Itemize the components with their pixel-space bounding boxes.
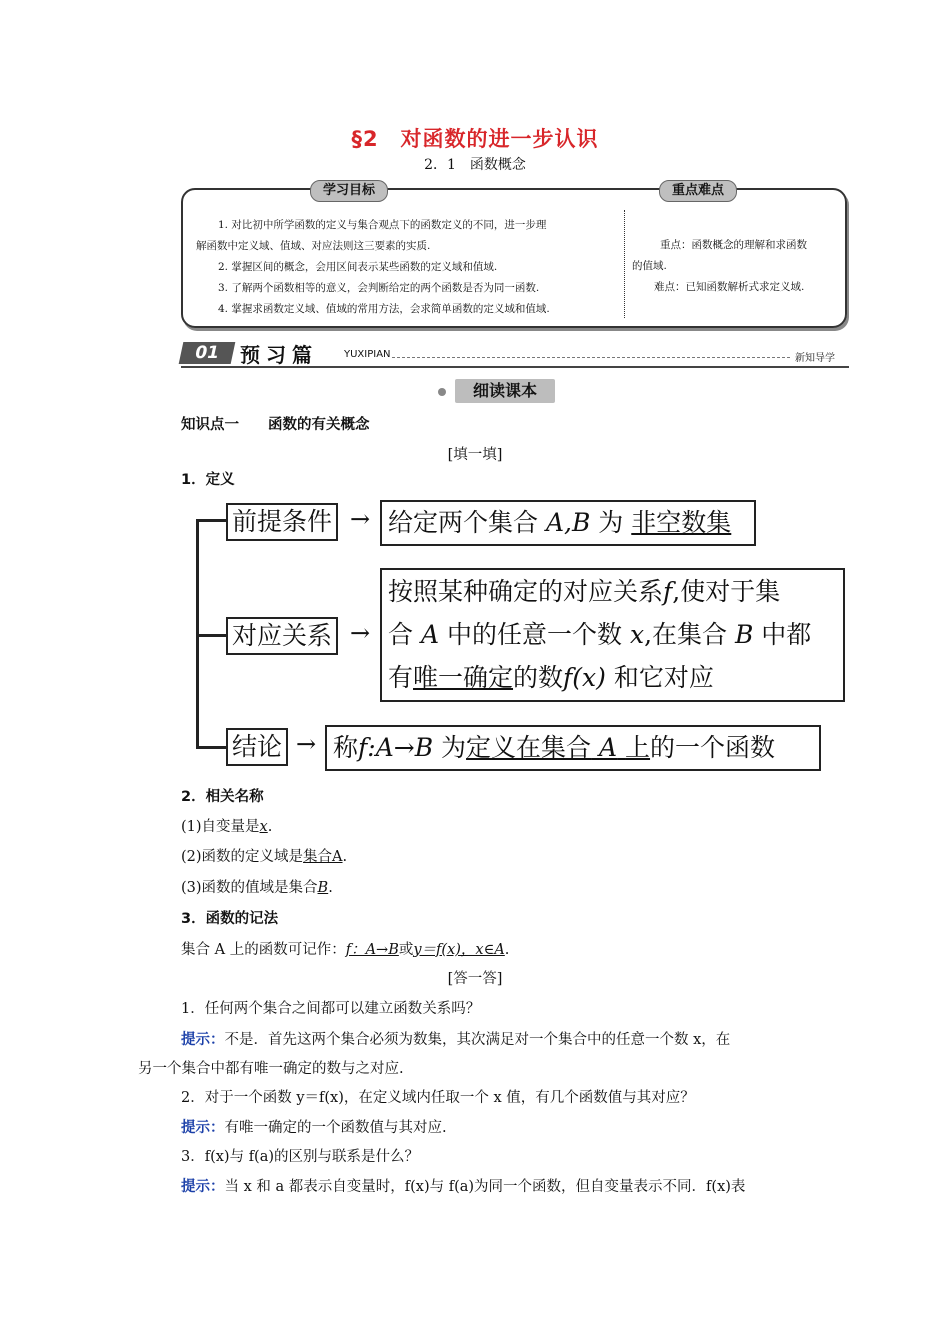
arrow-icon: → xyxy=(350,505,371,533)
names-title: 2．相关名称 xyxy=(181,789,264,805)
answer-1: 提示：不是．首先这两个集合必须为数集，其次满足对一个集合中的任意一个数 x，在 xyxy=(181,1032,731,1048)
arrow-icon: → xyxy=(350,619,371,647)
name-item-1: (1)自变量是x. xyxy=(181,819,273,835)
goal-item: 2. 掌握区间的概念，会用区间表示某些函数的定义域和值域. xyxy=(218,261,498,273)
relation-blank: 唯一确定 xyxy=(413,663,514,692)
goal-item: 解函数中定义域、值域、对应法则这三要素的实质. xyxy=(196,240,431,252)
section-pinyin: YUXIPIAN xyxy=(344,349,391,360)
goal-item: 1. 对比初中所学函数的定义与集合观点下的函数定义的不同，进一步理 xyxy=(218,219,547,231)
relation-A: A xyxy=(420,620,440,649)
relation-x: x xyxy=(629,620,645,649)
conclusion-blank: 定义在集合 A 上 xyxy=(466,733,651,762)
key-item: 重点：函数概念的理解和求函数 xyxy=(660,239,807,251)
page-title: §2 对函数的进一步认识 xyxy=(351,127,599,151)
relation-label: 对应关系 xyxy=(226,617,338,655)
relation-line3c: 和它对应 xyxy=(613,663,714,692)
relation-line2d: 中都 xyxy=(761,620,812,649)
relation-line1: 按照某种确定的对应关系 xyxy=(388,577,664,606)
conclusion-mid: 为 xyxy=(441,733,467,762)
premise-sets: A,B xyxy=(545,508,591,537)
premise-blank: 非空数集 xyxy=(631,508,732,537)
definition-title: 1．定义 xyxy=(181,472,235,488)
relation-fx: f(x) xyxy=(563,663,606,692)
goal-item: 4. 掌握求函数定义域、值域的常用方法，会求简单函数的定义域和值域. xyxy=(218,303,550,315)
goals-list xyxy=(196,215,616,320)
section-title: 预习篇 xyxy=(240,343,318,367)
notation-text: 集合 A 上的函数可记作：f：A→B或y＝f(x)，x∈A. xyxy=(181,942,510,958)
diagram-branch xyxy=(196,519,226,522)
diagram-branch xyxy=(196,634,226,637)
conclusion-label: 结论 xyxy=(226,728,288,766)
conclusion-pre: 称 xyxy=(333,733,359,762)
premise-label: 前提条件 xyxy=(226,503,338,541)
question-2: 2．对于一个函数 y＝f(x)，在定义域内任取一个 x 值，有几个函数值与其对应？ xyxy=(181,1090,695,1106)
arrow-icon: → xyxy=(296,730,317,758)
section-underline xyxy=(181,366,849,368)
name-item-3: (3)函数的值域是集合B. xyxy=(181,880,333,896)
relation-line1b: ,使对于集 xyxy=(672,577,781,606)
relation-line3a: 有 xyxy=(388,663,414,692)
knowledge-point-title: 知识点一 函数的有关概念 xyxy=(181,417,370,433)
key-item: 难点：已知函数解析式求定义域. xyxy=(654,281,805,293)
premise-box xyxy=(380,500,756,546)
section-dashed-line xyxy=(392,357,790,358)
goals-tag: 学习目标 xyxy=(310,180,388,202)
question-1: 1．任何两个集合之间都可以建立函数关系吗？ xyxy=(181,1001,481,1017)
conclusion-post: 的一个函数 xyxy=(650,733,776,762)
relation-line2c: ,在集合 xyxy=(644,620,728,649)
diagram-branch xyxy=(196,746,226,749)
answer-1-cont: 另一个集合中都有唯一确定的数与之对应. xyxy=(138,1061,404,1077)
answer-3: 提示：当 x 和 a 都表示自变量时，f(x)与 f(a)为同一个函数，但自变量表示不同．f(x)表 xyxy=(181,1179,746,1195)
answer-2: 提示：有唯一确定的一个函数值与其对应. xyxy=(181,1120,447,1136)
relation-line2b: 中的任意一个数 xyxy=(446,620,622,649)
goals-divider xyxy=(624,210,625,318)
relation-line3b: 的数 xyxy=(513,663,564,692)
read-banner: 细读课本 xyxy=(455,379,555,403)
section-number: 01 xyxy=(179,342,236,364)
notation-title: 3．函数的记法 xyxy=(181,911,279,927)
banner-dot-icon xyxy=(438,388,446,396)
conclusion-map: f:A→B xyxy=(358,733,434,762)
page-subtitle: 2．1 函数概念 xyxy=(424,157,526,173)
key-item: 的值域. xyxy=(632,260,667,272)
name-item-2: (2)函数的定义域是集合A. xyxy=(181,849,348,865)
key-points-list xyxy=(632,235,837,298)
key-points-tag: 重点难点 xyxy=(659,180,737,202)
relation-f: f xyxy=(663,577,673,606)
premise-mid: 为 xyxy=(598,508,624,537)
conclusion-box xyxy=(325,725,821,771)
relation-B: B xyxy=(734,620,754,649)
question-3: 3．f(x)与 f(a)的区别与联系是什么？ xyxy=(181,1149,420,1165)
relation-line2: 合 xyxy=(388,620,414,649)
goal-item: 3. 了解两个函数相等的意义，会判断给定的两个函数是否为同一函数. xyxy=(218,282,540,294)
relation-box xyxy=(380,568,845,702)
answer-title: [答一答] xyxy=(447,971,503,987)
section-right-label: 新知导学 xyxy=(795,353,835,364)
fill-title: [填一填] xyxy=(447,447,503,463)
premise-text: 给定两个集合 xyxy=(388,508,539,537)
